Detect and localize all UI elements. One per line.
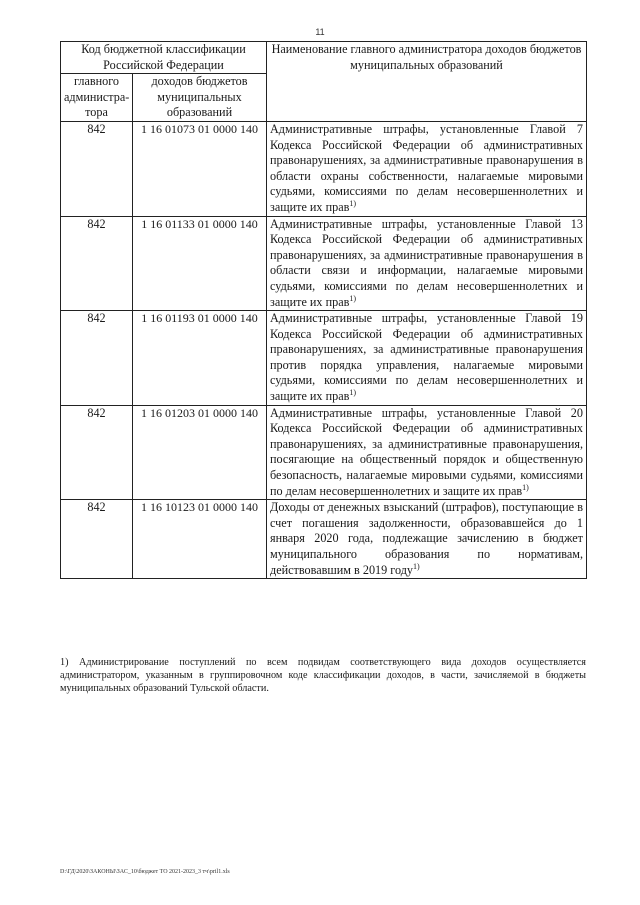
table-row [61,500,587,579]
income-description-cell [267,405,587,500]
footnote: 1) Администрирование поступлений по всем подвидам соответствующего вида доходов осуществляется администратором, указанным в группировочном коде классификации доходов, в части, зачисляемой в бюджеты муниципальных образований Тульской области. [60,657,586,695]
main-administrator-header: главного администра-тора [61,74,133,122]
income-code-cell: 1 16 01193 01 0000 140 [133,311,267,406]
income-description-cell [267,311,587,406]
income-administrators-table [60,41,587,579]
income-code-cell: 1 16 10123 01 0000 140 [133,500,267,579]
income-description-cell [267,121,587,216]
table-row [61,311,587,406]
admin-code-cell: 842 [61,500,133,579]
table-header-row [61,42,587,74]
classification-code-header: Код бюджетной классификации Российской Федерации [61,42,267,74]
income-description-text: Административные штрафы, установленные Главой 13 Кодекса Российской Федерации об административных правонарушениях, за административные правонарушения в области связи и информации, налагаемые мировыми судьями, комиссиями по делам несовершеннолетних и защите их прав [270,216,583,309]
income-code-cell: 1 16 01133 01 0000 140 [133,216,267,311]
footnote-marker: 1) [349,388,357,397]
admin-code-cell: 842 [61,405,133,500]
admin-code-cell: 842 [61,121,133,216]
page-number: 11 [315,27,325,37]
footnote-marker: 1) [349,198,357,208]
income-code-header: доходов бюджетов муниципальных образований [133,74,267,122]
income-description-text: Административные штрафы, установленные Главой 20 Кодекса Российской Федерации об административных правонарушениях, за административные правонарушения, посягающие на общественный порядок и общественную безопасность, налагаемые мировыми судьями, комиссиями по делам несовершеннолетних и защите их прав [270,405,583,498]
file-path: D:\ГД\2020\ЗАКОНЫ\ЗАС_10\бюджет ТО 2021-2023_3 тч\pril1.xls [60,869,230,875]
income-description-cell [267,216,587,311]
admin-code-cell: 842 [61,311,133,406]
income-description-cell [267,500,587,579]
income-description-text: Доходы от денежных взысканий (штрафов), поступающие в счет погашения задолженности, образовавшейся до 1 января 2020 года, подлежащие зачислению в бюджет муниципального образования по нормативам, действовавшим в 2019 году [270,500,583,577]
footnote-marker: 1) [413,561,420,571]
income-description-text: Административные штрафы, установленные Главой 19 Кодекса Российской Федерации об административных правонарушениях, за административные правонарушения против порядка управления, налагаемые мировыми судьями, комиссиями по делам несовершеннолетних и защите их прав [270,311,583,404]
table-row [61,121,587,216]
administrator-name-header: Наименование главного администратора доходов бюджетов муниципальных образований [267,42,587,122]
income-code-cell: 1 16 01073 01 0000 140 [133,121,267,216]
footnote-marker: 1) [349,293,357,303]
income-code-cell: 1 16 01203 01 0000 140 [133,405,267,500]
table-row [61,405,587,500]
table-row [61,216,587,311]
admin-code-cell: 842 [61,216,133,311]
income-description-text: Административные штрафы, установленные Главой 7 Кодекса Российской Федерации об административных правонарушениях, за административные правонарушения в области охраны собственности, налагаемые мировыми судьями, комиссиями по делам несовершеннолетних и защите их прав [270,121,583,214]
footnote-marker: 1) [522,482,529,492]
